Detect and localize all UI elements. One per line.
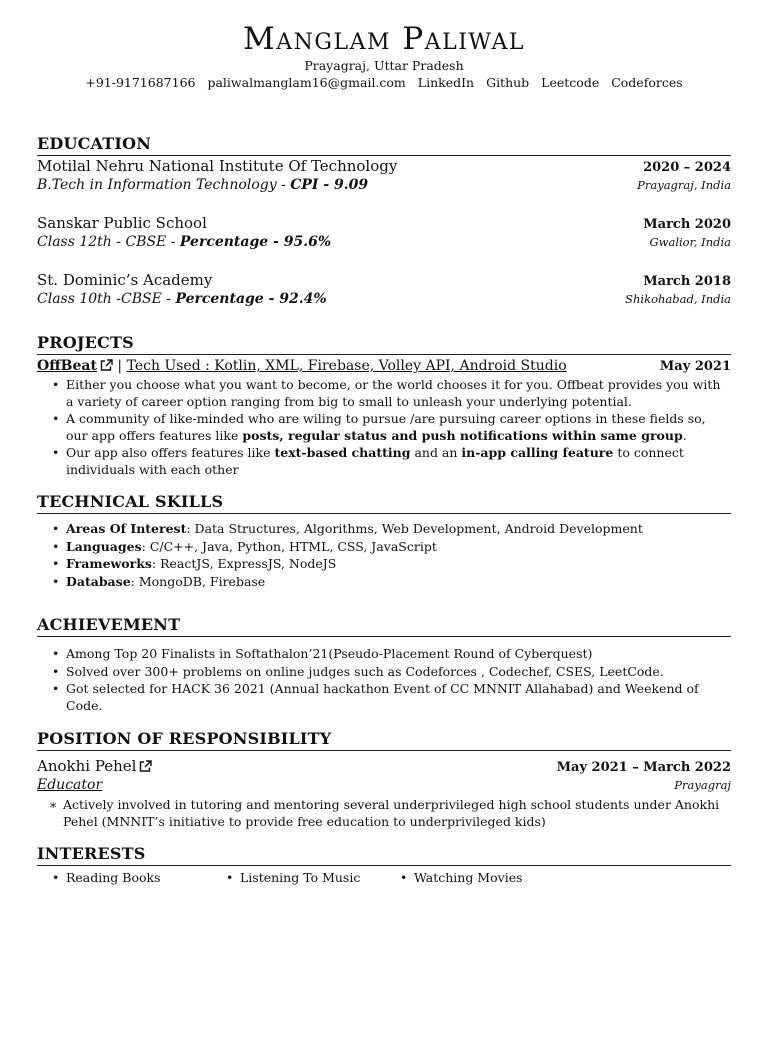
external-link-icon[interactable] [100,359,113,371]
project-tech: Tech Used : Kotlin, XML, Firebase, Volley API, Android Studio [126,358,567,374]
contact-line [37,75,731,91]
education-item [37,271,731,308]
skills-section [37,492,731,591]
date: May 2021 – March 2022 [556,760,731,775]
achievement-section [37,615,731,715]
section-title-achievement: ACHIEVEMENT [37,615,731,637]
degree: Class 12th - CBSE - Percentage - 95.6% [37,234,332,250]
date: March 2020 [643,217,731,232]
institution: Motilal Nehru National Institute Of Technology [37,157,398,175]
leetcode-link[interactable]: Leetcode [541,75,600,90]
external-link-icon[interactable] [139,760,152,772]
section-title-responsibility: POSITION OF RESPONSIBILITY [37,729,731,751]
education-section [37,134,731,308]
degree: B.Tech in Information Technology - CPI - 9.09 [37,177,369,193]
resume-page [0,20,768,1044]
project-header: OffBeat | Tech Used : Kotlin, XML, Firebase, Volley API, Android Studio May 2021 [37,358,731,374]
section-title-education: EDUCATION [37,134,731,156]
role-row [37,777,731,794]
skills-list [37,521,731,590]
location: Prayagraj [674,778,731,792]
list-item: • Frameworks: ReactJS, ExpressJS, NodeJS [52,556,731,573]
location: Prayagraj, Uttar Pradesh [304,58,464,73]
date: 2020 – 2024 [643,160,731,175]
project-date: May 2021 [659,359,731,374]
section-title-skills: TECHNICAL SKILLS [37,492,731,514]
list-item: • Languages: C/C++, Java, Python, HTML, CSS, JavaScript [52,539,731,556]
list-item: ∗ Actively involved in tutoring and mentoring several underprivileged high school students under Anokhi Pehel (MNNIT’s initiative to provide free education to underprivileged kids) [49,797,731,830]
list-item: • Our app also offers features like text-based chatting and an in-app calling feature to connect individuals with each other [52,445,731,478]
list-item: • Either you choose what you want to become, or the world chooses it for you. Offbeat provides you with a variety of career option ranging from big to small to unleash your underlying potential. [52,377,731,410]
interests-list [37,870,731,886]
date: March 2018 [643,274,731,289]
list-item: • A community of like-minded who are wiling to pursue /are pursuing career options in these fields so, our app offers features like posts, regular status and push notifications within same group. [52,411,731,444]
location: Shikohabad, India [625,292,731,306]
responsibility-bullets [37,797,731,830]
section-title-projects: PROJECTS [37,333,731,355]
list-item: • Watching Movies [400,870,523,886]
organization: Anokhi Pehel [37,757,152,776]
list-item: • Database: MongoDB, Firebase [52,574,731,591]
email-link[interactable]: paliwalmanglam16@gmail.com [207,75,406,90]
projects-section [37,333,731,479]
codeforces-link[interactable]: Codeforces [611,75,683,90]
list-item: • Areas Of Interest: Data Structures, Algorithms, Web Development, Android Development [52,521,731,538]
responsibility-section [37,729,731,831]
role: Educator [37,777,103,793]
responsibility-header [37,757,731,777]
location: Gwalior, India [649,235,731,249]
github-link[interactable]: Github [486,75,530,90]
interests-section [37,844,731,886]
degree: Class 10th -CBSE - Percentage - 92.4% [37,291,327,307]
education-item [37,214,731,251]
section-title-interests: INTERESTS [37,844,731,866]
phone: +91-9171687166 [85,75,196,90]
list-item: • Among Top 20 Finalists in Softathalon’21(Pseudo-Placement Round of Cyberquest) [52,646,731,663]
achievement-list [37,646,731,714]
institution: St. Dominic’s Academy [37,271,213,289]
list-item: • Got selected for HACK 36 2021 (Annual hackathon Event of CC MNNIT Allahabad) and Weekend of Code. [52,681,731,714]
candidate-name: Manglam Paliwal [243,21,525,57]
list-item: • Reading Books [52,870,226,886]
project-bullets [37,377,731,478]
education-item [37,157,731,194]
project-name-link[interactable]: OffBeat [37,358,97,374]
list-item: • Listening To Music [226,870,400,886]
institution: Sanskar Public School [37,214,207,232]
linkedin-link[interactable]: LinkedIn [417,75,475,90]
location: Prayagraj, India [637,178,731,192]
list-item: • Solved over 300+ problems on online judges such as Codeforces , Codechef, CSES, LeetCode. [52,664,731,681]
